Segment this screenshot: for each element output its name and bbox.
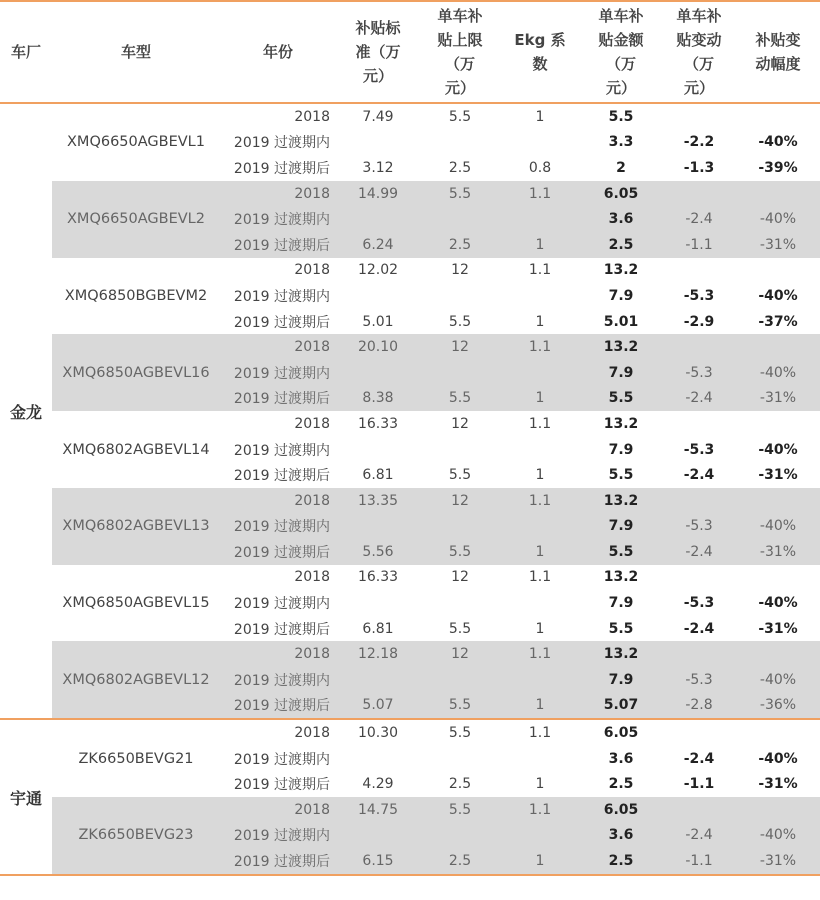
header-model: 车型 xyxy=(52,2,220,103)
ekg-cell: 1.1 xyxy=(500,488,580,514)
model-cell: XMQ6802AGBEVL12 xyxy=(52,641,220,719)
standard-cell xyxy=(336,590,420,616)
ekg-cell xyxy=(500,590,580,616)
model-cell: XMQ6850BGBEVM2 xyxy=(64,287,208,304)
standard-cell xyxy=(336,360,420,386)
table-row xyxy=(0,641,820,667)
year-cell: 2019 过渡期内 xyxy=(220,667,336,693)
ekg-cell: 1 xyxy=(500,848,580,875)
ekg-cell: 1.1 xyxy=(528,569,552,586)
change-cell: -5.3 xyxy=(683,287,715,304)
year-cell: 2018 xyxy=(294,108,330,125)
ekg-cell xyxy=(500,514,580,540)
change-cell xyxy=(662,258,736,284)
change-cell xyxy=(662,181,736,207)
cap-cell xyxy=(420,514,500,540)
amount-cell: 5.01 xyxy=(603,313,639,330)
standard-cell: 8.38 xyxy=(336,386,420,412)
amount-cell: 5.5 xyxy=(608,620,634,637)
change-cell: -1.3 xyxy=(683,159,715,176)
cap-cell: 5.5 xyxy=(420,386,500,412)
amount-cell: 6.05 xyxy=(580,181,662,207)
rate-cell: -31% xyxy=(736,386,820,412)
cap-cell: 12 xyxy=(451,569,469,586)
year-cell: 2019 过渡期内 xyxy=(220,823,336,849)
amount-cell: 13.2 xyxy=(603,569,639,586)
change-cell xyxy=(662,103,736,130)
cap-cell: 2.5 xyxy=(420,848,500,875)
table-row xyxy=(0,181,820,207)
change-cell: -5.3 xyxy=(683,595,715,612)
standard-cell: 12.02 xyxy=(357,262,399,279)
change-cell: -5.3 xyxy=(662,667,736,693)
standard-cell: 20.10 xyxy=(336,334,420,360)
table-row xyxy=(0,411,820,437)
change-cell: -5.3 xyxy=(662,360,736,386)
amount-cell: 2.5 xyxy=(580,232,662,258)
cap-cell: 12 xyxy=(420,641,500,667)
cap-cell: 5.5 xyxy=(420,181,500,207)
amount-cell: 5.5 xyxy=(608,108,634,125)
cap-cell: 5.5 xyxy=(448,725,472,742)
cap-cell: 2.5 xyxy=(448,159,472,176)
change-cell: -2.2 xyxy=(683,134,715,151)
ekg-cell: 1 xyxy=(535,467,545,484)
standard-cell xyxy=(336,283,420,309)
ekg-cell: 1 xyxy=(500,232,580,258)
year-cell: 2019 过渡期内 xyxy=(220,360,336,386)
cap-cell xyxy=(420,437,500,463)
model-cell: ZK6650BEVG23 xyxy=(52,797,220,875)
year-cell: 2019 过渡期后 xyxy=(233,621,330,638)
rate-cell: -40% xyxy=(758,441,798,458)
standard-cell: 6.81 xyxy=(362,467,394,484)
maker-cell: 金龙 xyxy=(0,103,52,719)
amount-cell: 3.3 xyxy=(608,134,634,151)
model-cell: XMQ6802AGBEVL14 xyxy=(62,441,210,458)
change-cell: -2.4 xyxy=(662,386,736,412)
standard-cell: 6.24 xyxy=(336,232,420,258)
header-subsidy-cap: 单车补 贴上限 （万 元） xyxy=(420,2,500,103)
change-cell: -2.4 xyxy=(683,620,715,637)
table-row xyxy=(0,488,820,514)
rate-cell xyxy=(736,719,820,746)
rate-cell: -31% xyxy=(758,467,798,484)
cap-cell xyxy=(420,130,500,156)
standard-cell xyxy=(336,823,420,849)
cap-cell: 2.5 xyxy=(448,776,472,793)
standard-cell: 12.18 xyxy=(336,641,420,667)
ekg-cell: 1 xyxy=(500,539,580,565)
rate-cell: -39% xyxy=(758,159,798,176)
year-cell: 2019 过渡期后 xyxy=(233,777,330,794)
standard-cell xyxy=(336,514,420,540)
year-cell: 2019 过渡期后 xyxy=(233,160,330,177)
ekg-cell xyxy=(500,823,580,849)
standard-cell: 6.15 xyxy=(336,848,420,875)
rate-cell: -40% xyxy=(736,823,820,849)
ekg-cell: 1.1 xyxy=(500,641,580,667)
rate-cell: -36% xyxy=(736,693,820,720)
ekg-cell: 1.1 xyxy=(528,725,552,742)
year-cell: 2019 过渡期内 xyxy=(233,288,330,305)
year-cell: 2019 过渡期后 xyxy=(233,314,330,331)
cap-cell: 5.5 xyxy=(448,467,472,484)
ekg-cell: 1 xyxy=(535,108,545,125)
rate-cell: -40% xyxy=(758,134,798,151)
change-cell: -5.3 xyxy=(683,441,715,458)
ekg-cell xyxy=(500,746,580,772)
standard-cell: 13.35 xyxy=(336,488,420,514)
amount-cell: 5.5 xyxy=(580,539,662,565)
year-cell: 2019 过渡期内 xyxy=(233,442,330,459)
table-row xyxy=(0,334,820,360)
change-cell: -2.4 xyxy=(662,823,736,849)
header-maker: 车厂 xyxy=(0,2,52,103)
year-cell: 2018 xyxy=(220,641,336,667)
ekg-cell: 0.8 xyxy=(528,159,552,176)
cap-cell xyxy=(420,360,500,386)
model-cell: ZK6650BEVG21 xyxy=(78,750,194,767)
ekg-cell: 1 xyxy=(500,693,580,720)
rate-cell xyxy=(736,488,820,514)
year-cell: 2019 过渡期后 xyxy=(220,848,336,875)
amount-cell: 7.9 xyxy=(608,287,634,304)
year-cell: 2018 xyxy=(294,262,330,279)
amount-cell: 5.07 xyxy=(580,693,662,720)
rate-cell xyxy=(736,797,820,823)
year-cell: 2018 xyxy=(294,725,330,742)
cap-cell xyxy=(420,283,500,309)
header-subsidy-change: 单车补 贴变动 （万 元） xyxy=(662,2,736,103)
table-row xyxy=(0,797,820,823)
change-cell: -1.1 xyxy=(662,232,736,258)
amount-cell: 13.2 xyxy=(580,641,662,667)
cap-cell: 2.5 xyxy=(420,232,500,258)
change-cell: -2.4 xyxy=(662,206,736,232)
ekg-cell xyxy=(500,206,580,232)
header-subsidy-amount: 单车补 贴金额 （万 元） xyxy=(580,2,662,103)
standard-cell xyxy=(336,130,420,156)
amount-cell: 13.2 xyxy=(603,262,639,279)
change-cell: -2.8 xyxy=(662,693,736,720)
table-row xyxy=(0,103,820,130)
rate-cell: -40% xyxy=(736,514,820,540)
rate-cell xyxy=(736,258,820,284)
cap-cell: 12 xyxy=(420,334,500,360)
standard-cell xyxy=(336,667,420,693)
year-cell: 2018 xyxy=(220,488,336,514)
change-cell xyxy=(662,411,736,437)
change-cell xyxy=(662,641,736,667)
year-cell: 2019 过渡期后 xyxy=(220,693,336,720)
ekg-cell: 1 xyxy=(500,386,580,412)
year-cell: 2019 过渡期内 xyxy=(233,751,330,768)
change-cell xyxy=(662,334,736,360)
ekg-cell: 1.1 xyxy=(500,181,580,207)
rate-cell xyxy=(736,334,820,360)
ekg-cell xyxy=(500,360,580,386)
cap-cell xyxy=(420,823,500,849)
cap-cell: 12 xyxy=(451,415,469,432)
amount-cell: 3.6 xyxy=(580,206,662,232)
amount-cell: 2.5 xyxy=(580,848,662,875)
change-cell xyxy=(662,488,736,514)
amount-cell: 7.9 xyxy=(580,667,662,693)
ekg-cell: 1 xyxy=(535,776,545,793)
standard-cell xyxy=(336,746,420,772)
amount-cell: 13.2 xyxy=(580,488,662,514)
standard-cell: 16.33 xyxy=(357,415,399,432)
rate-cell: -37% xyxy=(758,313,798,330)
rate-cell xyxy=(736,641,820,667)
rate-cell: -31% xyxy=(736,232,820,258)
standard-cell: 5.01 xyxy=(362,313,394,330)
table-row xyxy=(0,719,820,746)
standard-cell: 3.12 xyxy=(362,159,394,176)
model-cell: XMQ6850AGBEVL16 xyxy=(52,334,220,411)
amount-cell: 7.9 xyxy=(608,595,634,612)
year-cell: 2019 过渡期后 xyxy=(233,468,330,485)
year-cell: 2019 过渡期后 xyxy=(220,386,336,412)
table-row xyxy=(0,565,820,591)
amount-cell: 2 xyxy=(616,159,626,176)
rate-cell: -31% xyxy=(736,848,820,875)
ekg-cell xyxy=(500,667,580,693)
model-cell: XMQ6850AGBEVL15 xyxy=(62,595,210,612)
change-cell xyxy=(662,797,736,823)
amount-cell: 7.9 xyxy=(580,514,662,540)
year-cell: 2018 xyxy=(220,181,336,207)
change-cell xyxy=(662,565,736,591)
year-cell: 2019 过渡期内 xyxy=(233,135,330,152)
rate-cell xyxy=(736,411,820,437)
header-subsidy-standard: 补贴标 准（万 元） xyxy=(336,2,420,103)
change-cell: -5.3 xyxy=(662,514,736,540)
standard-cell: 10.30 xyxy=(357,725,399,742)
change-cell: -2.4 xyxy=(683,750,715,767)
maker-cell: 宇通 xyxy=(0,719,52,875)
standard-cell: 7.49 xyxy=(362,108,394,125)
year-cell: 2018 xyxy=(294,415,330,432)
amount-cell: 3.6 xyxy=(580,823,662,849)
standard-cell: 14.99 xyxy=(336,181,420,207)
table-row xyxy=(0,258,820,284)
model-cell: XMQ6650AGBEVL1 xyxy=(67,134,205,151)
model-cell: XMQ6802AGBEVL13 xyxy=(52,488,220,565)
rate-cell: -40% xyxy=(758,750,798,767)
cap-cell: 5.5 xyxy=(420,797,500,823)
ekg-cell: 1 xyxy=(535,620,545,637)
change-cell: -1.1 xyxy=(662,848,736,875)
amount-cell: 6.05 xyxy=(580,797,662,823)
rate-cell: -31% xyxy=(758,776,798,793)
amount-cell: 5.5 xyxy=(580,386,662,412)
rate-cell: -31% xyxy=(736,539,820,565)
ekg-cell: 1 xyxy=(535,313,545,330)
amount-cell: 3.6 xyxy=(608,750,634,767)
standard-cell: 4.29 xyxy=(362,776,394,793)
year-cell: 2019 过渡期内 xyxy=(233,596,330,613)
rate-cell xyxy=(736,103,820,130)
cap-cell: 12 xyxy=(451,262,469,279)
ekg-cell xyxy=(500,130,580,156)
cap-cell xyxy=(420,746,500,772)
cap-cell: 5.5 xyxy=(420,693,500,720)
year-cell: 2018 xyxy=(220,334,336,360)
subsidy-table xyxy=(0,2,820,876)
ekg-cell: 1.1 xyxy=(528,262,552,279)
ekg-cell xyxy=(500,283,580,309)
amount-cell: 5.5 xyxy=(608,467,634,484)
amount-cell: 2.5 xyxy=(608,776,634,793)
change-cell: -2.4 xyxy=(662,539,736,565)
amount-cell: 7.9 xyxy=(580,360,662,386)
standard-cell: 5.56 xyxy=(336,539,420,565)
rate-cell: -40% xyxy=(758,595,798,612)
change-cell: -1.1 xyxy=(683,776,715,793)
header-change-rate: 补贴变 动幅度 xyxy=(736,2,820,103)
cap-cell xyxy=(420,590,500,616)
amount-cell: 7.9 xyxy=(608,441,634,458)
amount-cell: 6.05 xyxy=(603,725,639,742)
standard-cell xyxy=(336,437,420,463)
rate-cell: -40% xyxy=(736,206,820,232)
standard-cell: 16.33 xyxy=(357,569,399,586)
change-cell: -2.4 xyxy=(683,467,715,484)
year-cell: 2019 过渡期后 xyxy=(220,539,336,565)
standard-cell: 5.07 xyxy=(336,693,420,720)
table-body xyxy=(0,103,820,875)
standard-cell: 14.75 xyxy=(336,797,420,823)
cap-cell: 5.5 xyxy=(448,620,472,637)
amount-cell: 13.2 xyxy=(580,334,662,360)
header-ekg-coefficient: Ekg 系 数 xyxy=(500,2,580,103)
rate-cell xyxy=(736,181,820,207)
rate-cell: -40% xyxy=(758,287,798,304)
year-cell: 2019 过渡期内 xyxy=(220,514,336,540)
cap-cell xyxy=(420,206,500,232)
cap-cell: 5.5 xyxy=(448,108,472,125)
cap-cell xyxy=(420,667,500,693)
header-row xyxy=(0,2,820,103)
cap-cell: 5.5 xyxy=(420,539,500,565)
year-cell: 2018 xyxy=(294,569,330,586)
model-cell: XMQ6650AGBEVL2 xyxy=(52,181,220,258)
ekg-cell: 1.1 xyxy=(500,797,580,823)
change-cell xyxy=(662,719,736,746)
rate-cell: -40% xyxy=(736,360,820,386)
ekg-cell xyxy=(500,437,580,463)
amount-cell: 13.2 xyxy=(603,415,639,432)
ekg-cell: 1.1 xyxy=(528,415,552,432)
cap-cell: 12 xyxy=(420,488,500,514)
year-cell: 2019 过渡期后 xyxy=(220,232,336,258)
standard-cell xyxy=(336,206,420,232)
ekg-cell: 1.1 xyxy=(500,334,580,360)
year-cell: 2019 过渡期内 xyxy=(220,206,336,232)
change-cell: -2.9 xyxy=(683,313,715,330)
header-year: 年份 xyxy=(220,2,336,103)
rate-cell: -31% xyxy=(758,620,798,637)
cap-cell: 5.5 xyxy=(448,313,472,330)
year-cell: 2018 xyxy=(220,797,336,823)
standard-cell: 6.81 xyxy=(362,620,394,637)
rate-cell xyxy=(736,565,820,591)
rate-cell: -40% xyxy=(736,667,820,693)
